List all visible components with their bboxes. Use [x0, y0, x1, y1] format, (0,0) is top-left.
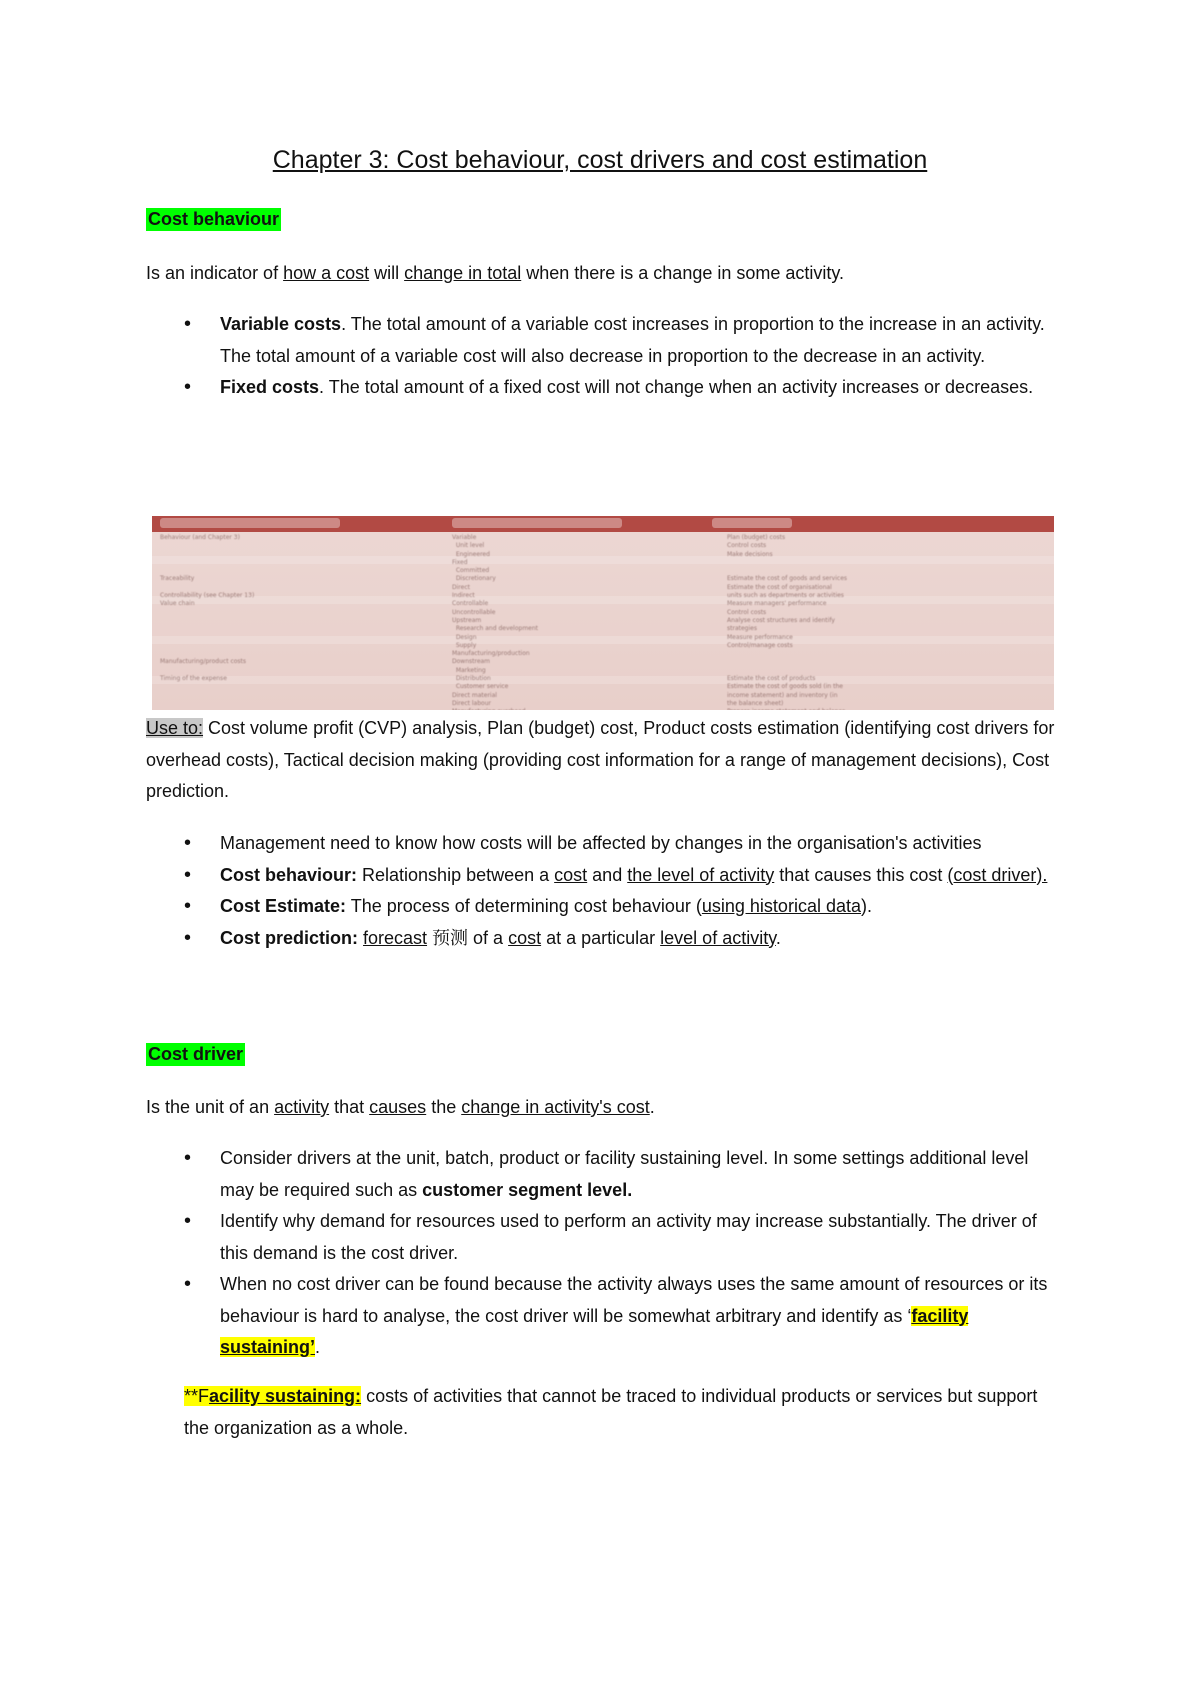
list-item: [146, 828, 1066, 860]
list-item-underlined: using historical data: [701, 896, 861, 916]
list-item-text: ).: [860, 896, 872, 916]
list-item-text: . The total amount of a fixed cost will not change when an activity increases or decreases.: [319, 377, 1034, 397]
list-item-text: that causes this cost: [774, 864, 948, 885]
table-stripe: [152, 636, 1054, 644]
table-header-cell: [712, 518, 792, 528]
list-item-text: 预测 of a: [427, 927, 509, 948]
use-to-text: Cost volume profit (CVP) analysis, Plan (budget) cost, Product costs estimation (identifying cost drivers for overhead costs), Tactical decision making (providing cost information for a range of management decisions), Cost prediction.: [146, 718, 1055, 801]
list-item: [146, 1206, 1066, 1269]
list-item-underlined: cost: [508, 927, 542, 948]
list-item-text: Consider drivers at the unit, batch, product or facility sustaining level. In some settings additional level may be required such as: [220, 1148, 1029, 1200]
cost-driver-heading: Cost driver: [148, 1044, 244, 1064]
list-item-underlined: forecast: [363, 927, 428, 948]
intro-text: the: [426, 1097, 462, 1117]
list-item-underlined: (cost driver).: [947, 864, 1048, 885]
list-item: [146, 860, 1066, 892]
intro-text: Is an indicator of: [146, 263, 284, 283]
facility-sustaining-term: facility sustaining’: [220, 1305, 969, 1357]
list-item-underlined: the level of activity: [627, 864, 775, 885]
intro-underlined: causes: [369, 1097, 427, 1117]
intro-text: will: [369, 263, 405, 283]
list-item: [146, 891, 1066, 923]
list-item-text: Relationship between a: [357, 864, 555, 885]
list-item: [146, 309, 1066, 372]
list-item-text: and: [587, 864, 628, 885]
intro-underlined: how a cost: [283, 263, 370, 283]
table-header-cell: [452, 518, 622, 528]
page-title: Chapter 3: Cost behaviour, cost drivers and cost estimation: [272, 146, 928, 174]
cost-behaviour-heading: Cost behaviour: [148, 209, 280, 229]
list-item: [146, 372, 1066, 404]
intro-underlined: change in total: [404, 263, 522, 283]
intro-text: that: [329, 1097, 370, 1117]
list-item-text: .: [775, 927, 781, 948]
table-column-use: Plan (budget) costs Control costs Make decisions Estimate the cost of goods and services Estimate the cost of organisational units such as departments or activities Measure managers' performance Control costs Analyse cost structures and identify strategies Measure performance Control/manage costs Estimate the cost of products Estimate the cost of goods sold (in the income statement) and inventory (in the balance sheet): [727, 534, 848, 707]
cost-types-list: [146, 309, 1066, 404]
list-item-text: When no cost driver can be found because the activity always uses the same amount of resources or its behaviour is hard to analyse, the cost driver will be somewhat arbitrary and identify as ‘: [220, 1274, 1048, 1326]
list-item-text: at a particular: [541, 927, 661, 948]
list-item-label: Variable costs: [220, 314, 342, 334]
list-item-text: The process of determining cost behaviour (: [346, 896, 702, 916]
facility-sustaining-note: [184, 1381, 1064, 1444]
list-item: [146, 923, 1066, 955]
list-item-underlined: cost: [554, 864, 588, 885]
table-header-bar: [152, 516, 1054, 532]
table-header-cell: [160, 518, 340, 528]
note-term: acility sustaining:: [209, 1386, 362, 1406]
list-item-text: .: [315, 1337, 321, 1357]
intro-text: Is the unit of an: [146, 1097, 275, 1117]
list-item-underlined: level of activity: [660, 927, 776, 948]
list-item-label: Cost behaviour:: [220, 864, 358, 885]
intro-text: when there is a change in some activity.: [521, 263, 845, 283]
intro-underlined: activity: [274, 1097, 330, 1117]
intro-text: .: [649, 1097, 655, 1117]
list-item: [146, 1269, 1066, 1364]
cost-driver-intro: [146, 1092, 1066, 1124]
list-item-text: Management need to know how costs will be affected by changes in the organisation's activities: [220, 833, 982, 853]
intro-underlined: change in activity's cost: [461, 1097, 650, 1117]
use-to-paragraph: [146, 713, 1066, 808]
list-item-label: Fixed costs: [220, 377, 320, 397]
note-text: costs of activities that cannot be traced to individual products or services but support the organization as a whole.: [184, 1386, 1038, 1438]
table-stripe: [152, 596, 1054, 604]
use-to-label: Use to:: [146, 718, 204, 738]
list-item-bold: customer segment level.: [422, 1179, 633, 1200]
list-item-text: . The total amount of a variable cost increases in proportion to the increase in an activity. The total amount of a variable cost will also decrease in proportion to the decrease in an activity.: [220, 314, 1045, 366]
list-item-text: Identify why demand for resources used to perform an activity may increase substantially. The driver of this demand is the cost driver.: [220, 1211, 1037, 1263]
cost-driver-list: [146, 1143, 1066, 1364]
table-column-classification: Variable Unit level Engineered Fixed Committed Discretionary Direct Indirect Controllable Uncontrollable Upstream Research and development Design Supply Manufacturing/production Downstream Marketing Distribution Customer service Direct material Direct labour: [452, 534, 539, 707]
list-item-label: Cost prediction:: [220, 927, 358, 948]
note-prefix: **F: [184, 1386, 210, 1406]
cost-behaviour-intro: [146, 258, 1066, 290]
cost-classification-table-image: [152, 516, 1054, 710]
list-item: [146, 1143, 1066, 1206]
table-stripe: [152, 556, 1054, 564]
list-item-label: Cost Estimate:: [220, 896, 347, 916]
use-bullets-list: [146, 828, 1066, 954]
table-column-basis: Behaviour (and Chapter 3) Traceability Controllability (see Chapter 13) Value chain Manufacturing/product costs Timing of the expense: [160, 534, 255, 683]
table-stripe: [152, 676, 1054, 684]
